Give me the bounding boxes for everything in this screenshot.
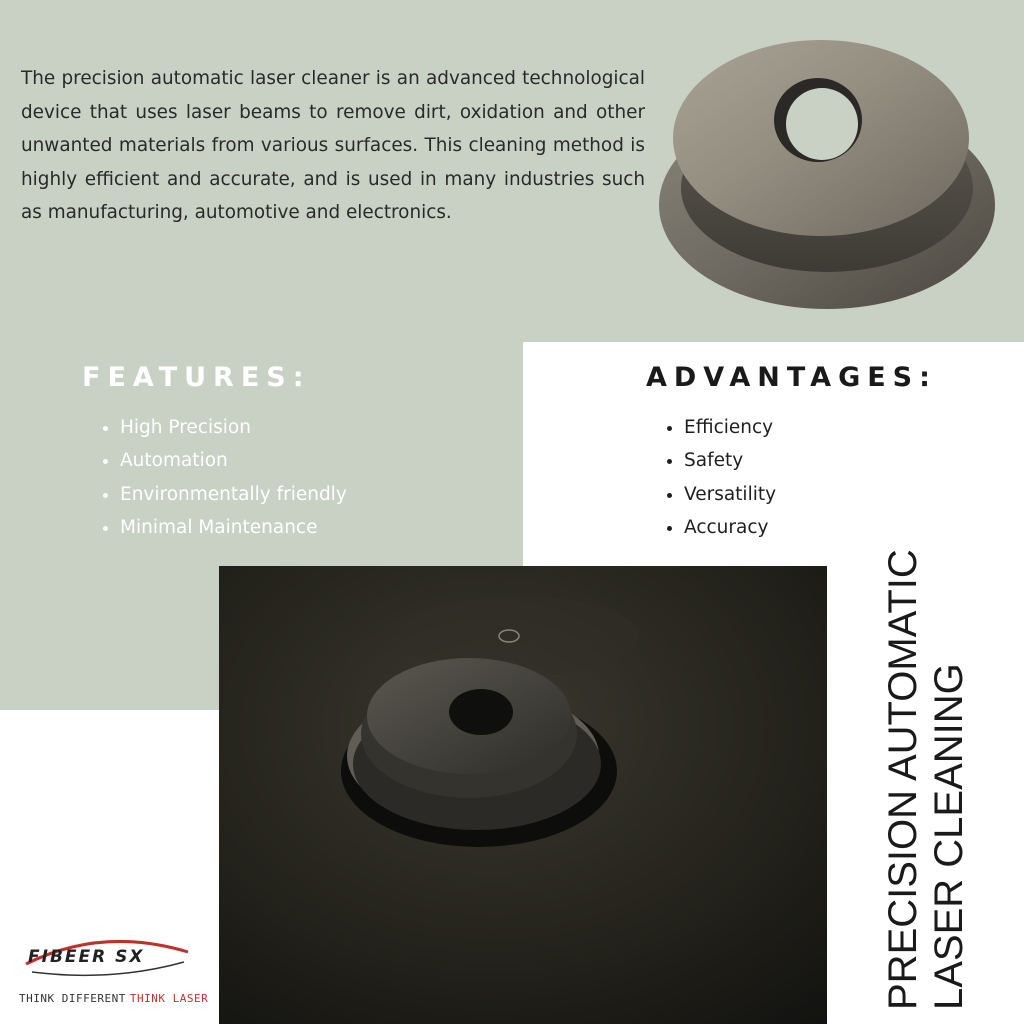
intro-paragraph: The precision automatic laser cleaner is an advanced technological device that uses laser beams to remove dirt, oxidation and other unwanted materials from various surfaces. This cleaning method is highly efficient and accurate, and is used in many industries such as manufacturing, automotive and electronics.	[21, 68, 645, 223]
washer-photo-top	[655, 20, 995, 315]
list-item: • Minimal Maintenance	[120, 511, 347, 544]
tagline-dark: THINK DIFFERENT	[19, 992, 126, 1005]
features-title: FEATURES:	[82, 362, 311, 393]
features-list	[98, 411, 347, 544]
list-item: • Environmentally friendly	[120, 478, 347, 511]
brand-tagline	[19, 992, 208, 1005]
washer-photo-bottom	[219, 566, 827, 1024]
fibeer-sx-logo	[22, 932, 192, 982]
tagline-red: THINK LASER	[129, 992, 209, 1005]
list-item: • Efficiency	[684, 411, 776, 444]
vertical-title-line1: PRECISION AUTOMATIC	[881, 549, 925, 1010]
svg-text:FIBEER SX: FIBEER SX	[28, 947, 145, 967]
vertical-title-line2: LASER CLEANING	[927, 663, 971, 1010]
advantages-list	[662, 411, 776, 544]
list-item: • Automation	[120, 444, 347, 477]
advantages-title: ADVANTAGES:	[646, 362, 937, 393]
list-item: • Accuracy	[684, 511, 776, 544]
list-item: • High Precision	[120, 411, 347, 444]
vertical-title	[880, 549, 972, 1010]
list-item: • Safety	[684, 444, 776, 477]
list-item: • Versatility	[684, 478, 776, 511]
